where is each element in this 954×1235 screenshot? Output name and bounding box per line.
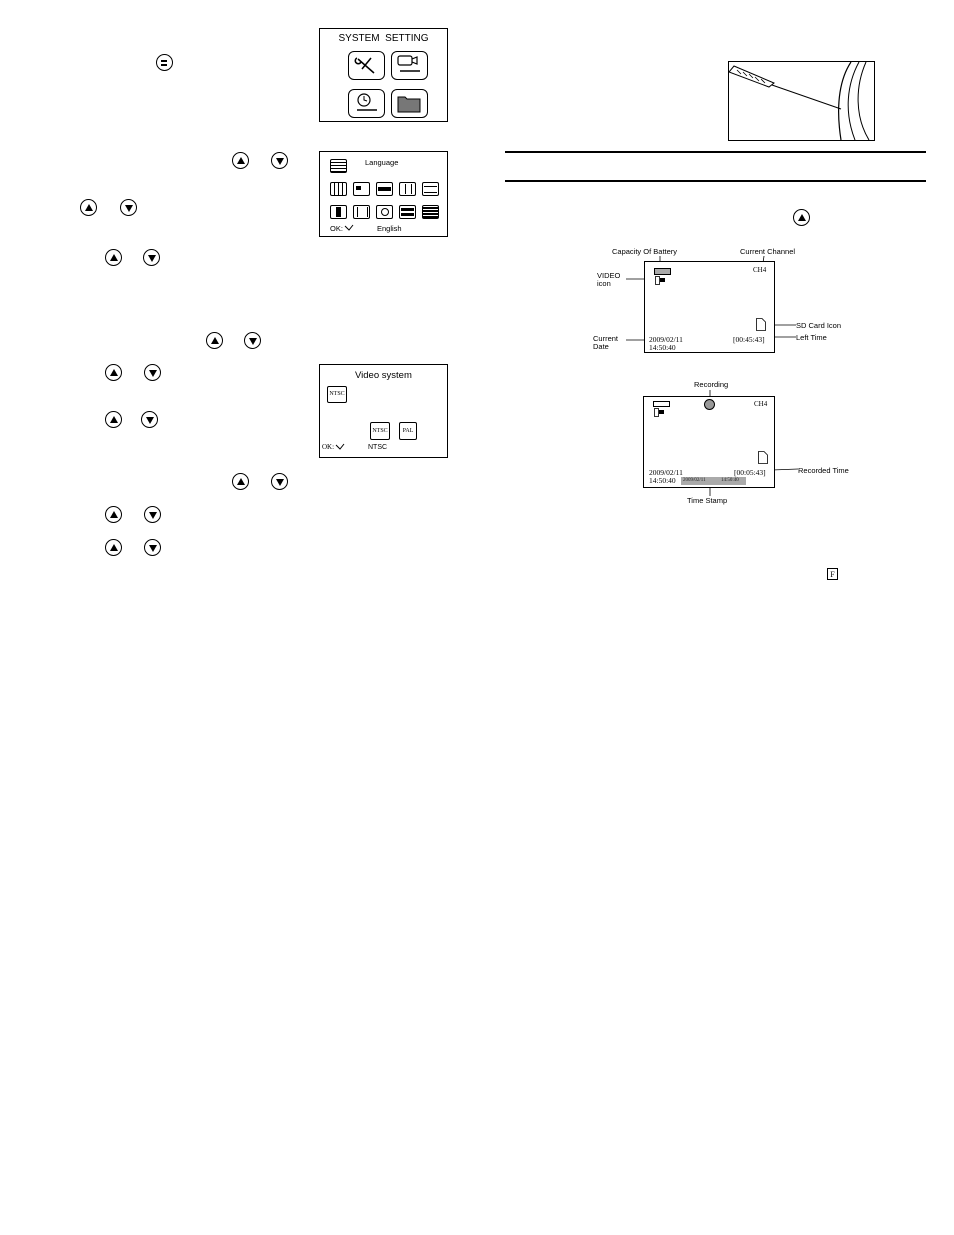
- down-button-icon: [120, 199, 137, 216]
- date-value: 2009/02/11: [649, 468, 683, 477]
- language-panel: [319, 151, 448, 237]
- current-standard-badge: NTSC: [327, 386, 347, 403]
- up-button-icon: [80, 199, 97, 216]
- down-button-icon: [144, 539, 161, 556]
- time-stamp-bar: [681, 477, 746, 485]
- down-button-icon: [141, 411, 158, 428]
- video-system-title: Video system: [355, 370, 412, 381]
- section-divider: [505, 151, 926, 153]
- up-button-icon: [793, 209, 810, 226]
- recorded-time-value: [00:05:43]: [734, 468, 766, 477]
- language-option-icon[interactable]: [330, 205, 347, 219]
- ok-label: OK:: [330, 224, 343, 233]
- language-option-icon[interactable]: [399, 205, 416, 219]
- channel-label: Current Channel: [740, 247, 796, 256]
- up-button-icon: [105, 411, 122, 428]
- time-value: 14:50:40: [649, 476, 676, 485]
- up-button-icon: [232, 152, 249, 169]
- language-option-icon[interactable]: [399, 182, 416, 196]
- language-option-icon[interactable]: [330, 182, 347, 196]
- video-icon-label: VIDEO icon: [597, 271, 621, 288]
- language-title: Language: [365, 158, 399, 167]
- recording-label: Recording: [694, 380, 729, 389]
- video-icon: [655, 276, 667, 285]
- language-option-icon[interactable]: [353, 182, 370, 196]
- system-setting-title: SYSTEM SETTING: [338, 33, 429, 44]
- section-divider: [505, 180, 926, 182]
- down-button-icon: [244, 332, 261, 349]
- check-icon: [335, 443, 345, 451]
- up-button-icon: [105, 364, 122, 381]
- pal-option[interactable]: PAL: [399, 422, 417, 440]
- record-screen-diagram: [643, 396, 775, 488]
- down-button-icon: [271, 152, 288, 169]
- up-button-icon: [105, 539, 122, 556]
- camera-settings-icon[interactable]: [391, 51, 428, 80]
- video-system-panel: [319, 364, 448, 458]
- check-icon: [344, 224, 354, 232]
- recording-dot-icon: [704, 399, 715, 410]
- down-button-icon: [144, 364, 161, 381]
- language-value: English: [377, 224, 402, 233]
- current-date-label: Current Date: [593, 334, 619, 351]
- probe-illustration: [728, 61, 875, 141]
- language-option-icon[interactable]: [353, 205, 370, 219]
- down-button-icon: [143, 249, 160, 266]
- video-screen-diagram: [644, 261, 775, 353]
- system-setting-panel: [319, 28, 448, 122]
- sd-card-icon: [758, 451, 768, 464]
- channel-value: CH4: [753, 266, 767, 274]
- sd-card-icon: [756, 318, 766, 331]
- ok-label: OK:: [322, 443, 335, 451]
- time-settings-icon[interactable]: [348, 89, 385, 118]
- battery-icon: [653, 401, 670, 407]
- date-value: 2009/02/11: [649, 335, 683, 344]
- time-stamp-label: Time Stamp: [687, 496, 728, 505]
- language-flag-icon: [330, 159, 347, 173]
- battery-label: Capacity Of Battery: [612, 247, 678, 256]
- channel-value: CH4: [754, 400, 768, 408]
- battery-icon: [654, 268, 671, 275]
- video-system-value: NTSC: [368, 444, 388, 451]
- left-time-value: [00:45:43]: [733, 335, 765, 344]
- stamp-date: 2009/02/11: [683, 478, 706, 483]
- language-option-icon[interactable]: [376, 205, 393, 219]
- up-button-icon: [206, 332, 223, 349]
- f-key-icon: F: [827, 568, 838, 580]
- left-time-label: Left Time: [796, 333, 827, 342]
- up-button-icon: [232, 473, 249, 490]
- language-option-icon[interactable]: [422, 205, 439, 219]
- stamp-time: 14:50:40: [721, 478, 739, 483]
- folder-icon[interactable]: [391, 89, 428, 118]
- up-button-icon: [105, 249, 122, 266]
- language-option-icon[interactable]: [376, 182, 393, 196]
- down-button-icon: [144, 506, 161, 523]
- tools-icon[interactable]: [348, 51, 385, 80]
- time-value: 14:50:40: [649, 343, 676, 352]
- down-button-icon: [271, 473, 288, 490]
- ntsc-option[interactable]: NTSC: [370, 422, 390, 440]
- language-option-icon[interactable]: [422, 182, 439, 196]
- recorded-time-label: Recorded Time: [798, 466, 849, 475]
- sd-card-label: SD Card Icon: [796, 321, 842, 330]
- menu-button-icon: [156, 54, 173, 71]
- up-button-icon: [105, 506, 122, 523]
- video-icon: [654, 408, 666, 417]
